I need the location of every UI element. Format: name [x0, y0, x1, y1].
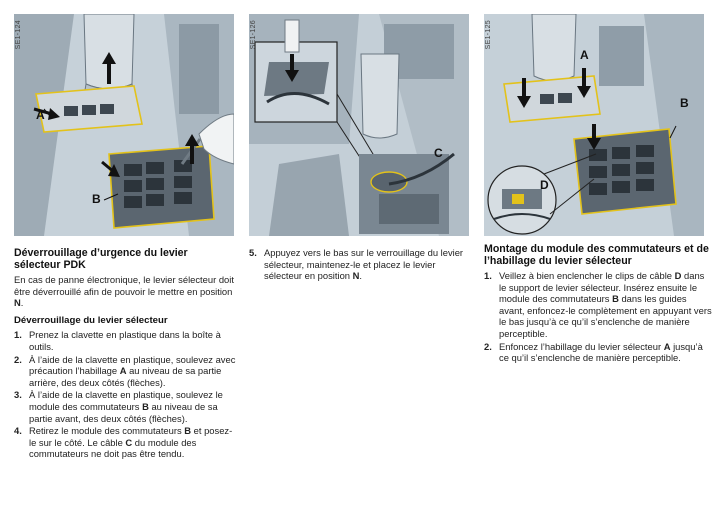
- callout-c: C: [434, 146, 443, 160]
- steps-list: [249, 247, 471, 282]
- step-item: 5. Appuyez vers le bas sur le verrouillage du levier sélecteur, maintenez-le et placez le levier sélecteur en position N.: [249, 247, 464, 282]
- step-item: 2. Enfoncez l’habillage du levier sélecteur A jusqu’à ce qu’il s’enclenche de manière perceptible.: [484, 340, 703, 364]
- step-item: 3. À l’aide de la clavette en plastique, soulevez le module des commutateurs B au niveau de sa partie avant, des deux côtés (flèches).: [14, 389, 223, 424]
- figure-1-illustration: [14, 14, 234, 236]
- step-item: 4. Retirez le module des commutateurs B et posez-le sur le côté. Le câble C du module des commutateurs ne doit pas être tendu.: [14, 425, 233, 460]
- subsection-title: Déverrouillage du levier sélecteur: [14, 314, 168, 326]
- figure-3-illustration: [484, 14, 704, 236]
- step-item: 1. Prenez la clavette en plastique dans la boîte à outils.: [14, 329, 221, 352]
- step-item: 2. À l’aide de la clavette en plastique, soulevez avec précaution l’habillage A au niveau de sa partie arrière, des deux côtés (flèches).: [14, 353, 236, 388]
- callout-d: D: [540, 178, 549, 192]
- text-column-3: [484, 243, 712, 365]
- callout-a: A: [36, 108, 45, 122]
- figure-1: [14, 14, 234, 236]
- callout-a: A: [580, 48, 589, 62]
- section-title: Déverrouillage d’urgence du levier sélecteur PDK: [14, 247, 188, 271]
- steps-list: [14, 329, 236, 460]
- figure-code: SE1-126: [250, 20, 257, 50]
- intro-paragraph: En cas de panne électronique, le levier sélecteur doit être déverrouillé afin de pouvoir le mettre en position N.: [14, 274, 234, 309]
- callout-b: B: [92, 192, 101, 206]
- steps-list: [484, 270, 712, 364]
- section-title: Montage du module des commutateurs et de l’habillage du levier sélecteur: [484, 243, 709, 267]
- text-column-2: [249, 247, 471, 283]
- callout-b: B: [680, 96, 689, 110]
- figure-code: SE1-124: [15, 20, 22, 50]
- figure-code: SE1-125: [485, 20, 492, 50]
- figure-2: [249, 14, 469, 236]
- text-column-1: [14, 247, 236, 461]
- figure-3: [484, 14, 704, 236]
- step-item: 1. Veillez à bien enclencher le clips de câble D dans le support de levier sélecteur. Insérez ensuite le module des commutateurs B dans les guides avant, enfoncez-le complètement en appuyant vers le bas jusqu’à ce qu’il s’enclenche de manière perceptible.: [484, 270, 712, 339]
- figure-2-illustration: [249, 14, 469, 236]
